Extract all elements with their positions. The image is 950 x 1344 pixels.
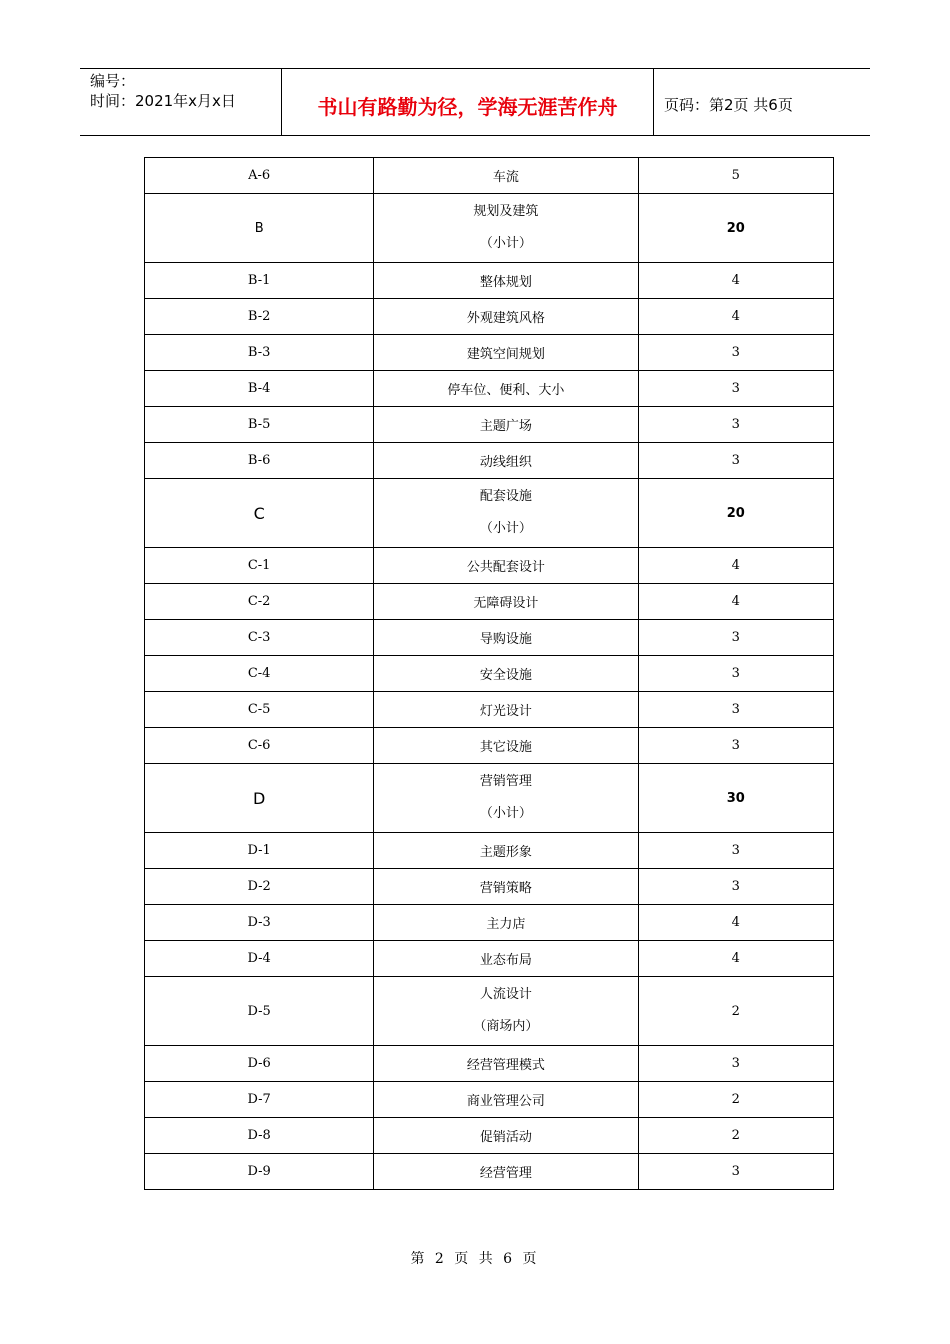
table-row xyxy=(145,1082,834,1118)
row-score: 3 xyxy=(638,692,833,728)
table-row xyxy=(145,407,834,443)
row-item: 动线组织 xyxy=(374,443,638,479)
scoring-table xyxy=(144,157,834,1190)
row-score: 2 xyxy=(638,1082,833,1118)
row-item: 灯光设计 xyxy=(374,692,638,728)
page-footer: 第 2 页 共 6 页 xyxy=(410,1251,540,1267)
row-score: 4 xyxy=(638,905,833,941)
row-item: 导购设施 xyxy=(374,620,638,656)
row-item: 主题形象 xyxy=(374,833,638,869)
row-score: 4 xyxy=(638,584,833,620)
row-code: D-2 xyxy=(145,869,374,905)
row-item: 经营管理 xyxy=(374,1154,638,1190)
row-item: 停车位、便利、大小 xyxy=(374,371,638,407)
row-score: 3 xyxy=(638,371,833,407)
row-code: D-6 xyxy=(145,1046,374,1082)
row-code: B xyxy=(145,194,374,263)
row-code: C-5 xyxy=(145,692,374,728)
row-item: 建筑空间规划 xyxy=(374,335,638,371)
table-row xyxy=(145,692,834,728)
row-code: D-3 xyxy=(145,905,374,941)
row-score: 2 xyxy=(638,977,833,1046)
row-score: 20 xyxy=(638,194,833,263)
category-row xyxy=(145,479,834,548)
item-note: （小计） xyxy=(479,236,532,251)
table-row xyxy=(145,1154,834,1190)
table-row xyxy=(145,728,834,764)
row-score: 4 xyxy=(638,299,833,335)
row-item: 商业管理公司 xyxy=(374,1082,638,1118)
table-row xyxy=(145,941,834,977)
row-code: B-4 xyxy=(145,371,374,407)
row-item: 车流 xyxy=(374,158,638,194)
table-row xyxy=(145,335,834,371)
item-note: （商场内） xyxy=(473,1019,539,1034)
row-code: D-7 xyxy=(145,1082,374,1118)
row-code: C-1 xyxy=(145,548,374,584)
row-score: 3 xyxy=(638,335,833,371)
table-row xyxy=(145,1118,834,1154)
row-item: 业态布局 xyxy=(374,941,638,977)
row-item: 外观建筑风格 xyxy=(374,299,638,335)
table-row xyxy=(145,548,834,584)
row-item: 其它设施 xyxy=(374,728,638,764)
table-row xyxy=(145,371,834,407)
header-meta xyxy=(80,69,282,135)
item-note: （小计） xyxy=(479,806,532,821)
item-name: 营销管理 xyxy=(479,774,532,789)
row-code: C-3 xyxy=(145,620,374,656)
date-label: 时间：2021年x月x日 xyxy=(90,92,236,110)
row-item: 安全设施 xyxy=(374,656,638,692)
row-score: 3 xyxy=(638,656,833,692)
table-row xyxy=(145,977,834,1046)
row-item: 整体规划 xyxy=(374,263,638,299)
row-code: C-6 xyxy=(145,728,374,764)
number-label: 编号： xyxy=(90,72,136,90)
row-item: 主力店 xyxy=(374,905,638,941)
row-code: B-3 xyxy=(145,335,374,371)
row-score: 3 xyxy=(638,728,833,764)
row-item xyxy=(374,977,638,1046)
table-row xyxy=(145,299,834,335)
row-item xyxy=(374,194,638,263)
row-code: B-5 xyxy=(145,407,374,443)
row-score: 20 xyxy=(638,479,833,548)
row-code: A-6 xyxy=(145,158,374,194)
category-row xyxy=(145,764,834,833)
row-code: B-6 xyxy=(145,443,374,479)
table-row xyxy=(145,869,834,905)
row-score: 3 xyxy=(638,833,833,869)
row-item: 公共配套设计 xyxy=(374,548,638,584)
row-score: 4 xyxy=(638,941,833,977)
row-code: C xyxy=(145,479,374,548)
item-name: 配套设施 xyxy=(479,489,532,504)
row-code: D-5 xyxy=(145,977,374,1046)
row-score: 2 xyxy=(638,1118,833,1154)
table-row xyxy=(145,620,834,656)
table-row xyxy=(145,656,834,692)
row-score: 3 xyxy=(638,443,833,479)
row-score: 3 xyxy=(638,407,833,443)
item-name: 规划及建筑 xyxy=(473,204,539,219)
row-code: D-4 xyxy=(145,941,374,977)
page-header xyxy=(80,68,870,136)
row-item: 无障碍设计 xyxy=(374,584,638,620)
row-code: D-1 xyxy=(145,833,374,869)
row-item: 促销活动 xyxy=(374,1118,638,1154)
row-item: 主题广场 xyxy=(374,407,638,443)
table-row xyxy=(145,443,834,479)
table-row xyxy=(145,158,834,194)
table-row xyxy=(145,833,834,869)
item-note: （小计） xyxy=(479,521,532,536)
row-code: D-8 xyxy=(145,1118,374,1154)
row-code: D xyxy=(145,764,374,833)
row-code: B-2 xyxy=(145,299,374,335)
row-item: 经营管理模式 xyxy=(374,1046,638,1082)
row-code: C-2 xyxy=(145,584,374,620)
item-name: 人流设计 xyxy=(479,987,532,1002)
table-row xyxy=(145,905,834,941)
header-motto: 书山有路勤为径，学海无涯苦作舟 xyxy=(282,69,654,135)
header-page-info: 页码：第2页 共6页 xyxy=(664,95,793,114)
row-code: B-1 xyxy=(145,263,374,299)
row-item xyxy=(374,479,638,548)
row-item xyxy=(374,764,638,833)
row-score: 3 xyxy=(638,620,833,656)
table-row xyxy=(145,1046,834,1082)
row-code: D-9 xyxy=(145,1154,374,1190)
row-score: 4 xyxy=(638,263,833,299)
row-score: 5 xyxy=(638,158,833,194)
table-row xyxy=(145,584,834,620)
category-row xyxy=(145,194,834,263)
row-item: 营销策略 xyxy=(374,869,638,905)
row-score: 3 xyxy=(638,1154,833,1190)
row-score: 3 xyxy=(638,869,833,905)
row-score: 30 xyxy=(638,764,833,833)
row-score: 4 xyxy=(638,548,833,584)
table-row xyxy=(145,263,834,299)
row-score: 3 xyxy=(638,1046,833,1082)
row-code: C-4 xyxy=(145,656,374,692)
